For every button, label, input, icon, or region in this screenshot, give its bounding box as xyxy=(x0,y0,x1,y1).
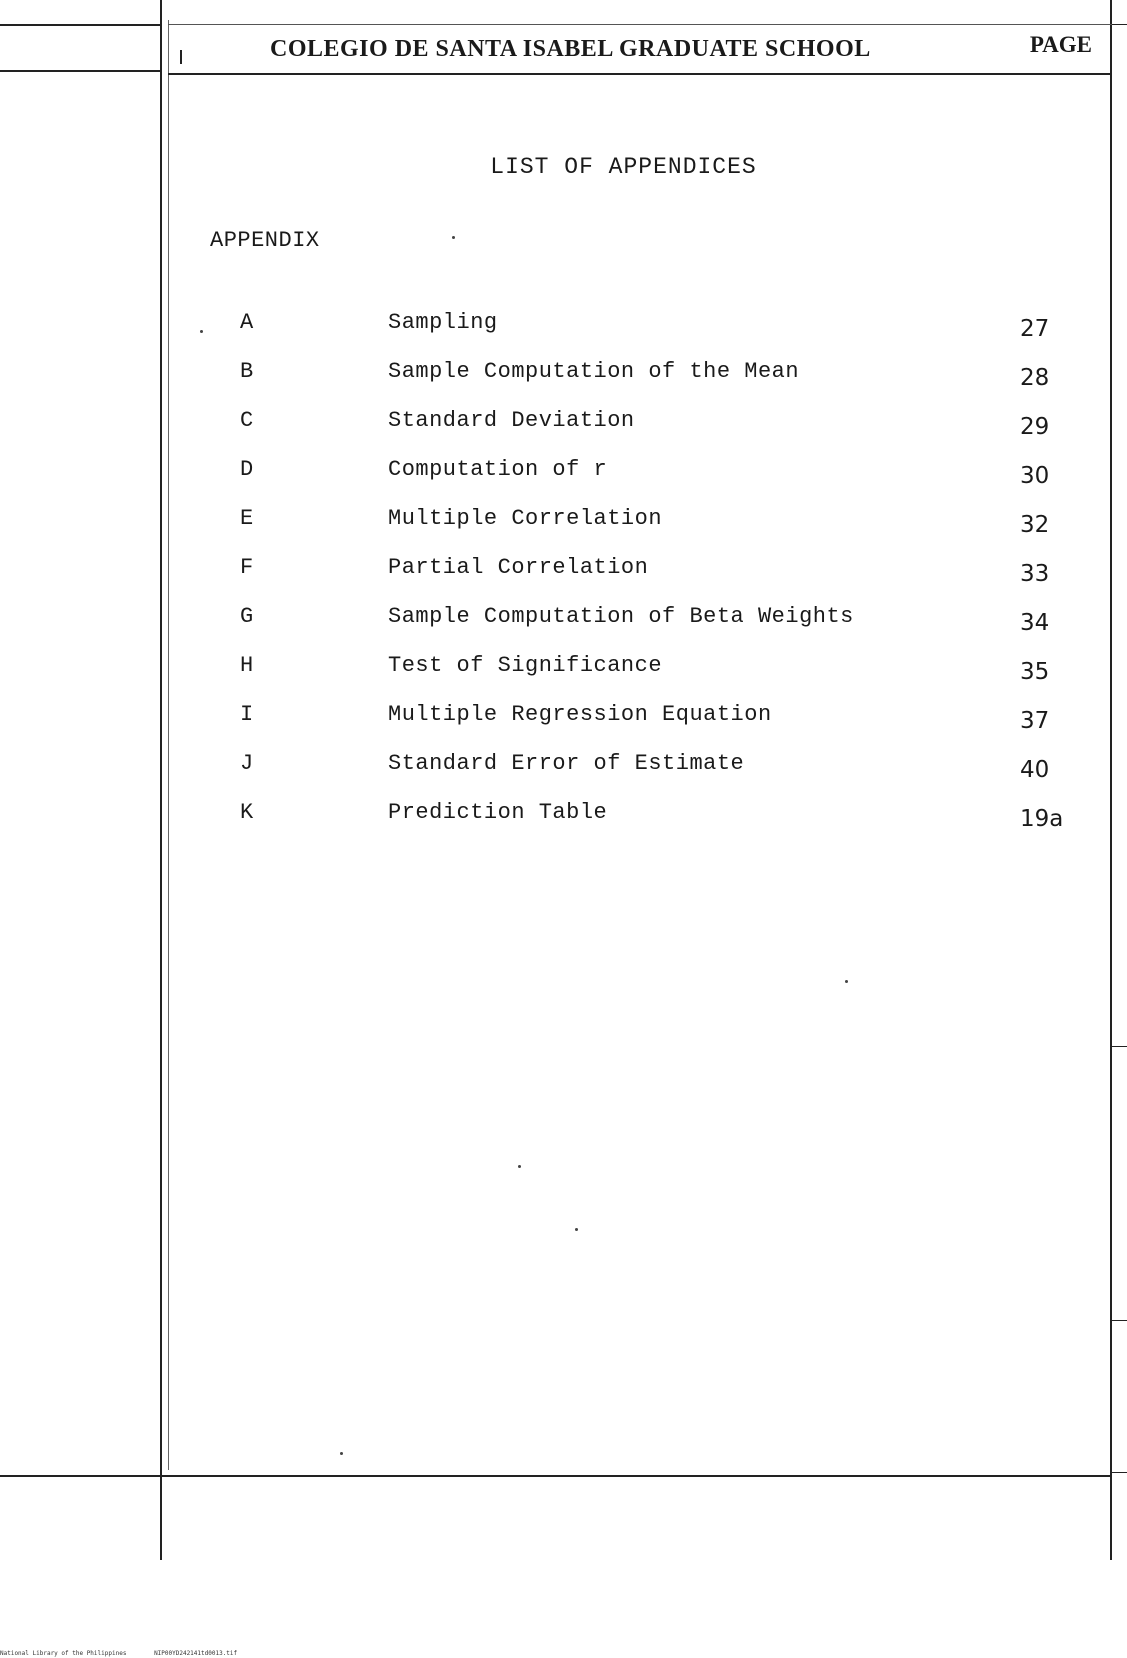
appendix-page-number: 30 xyxy=(1020,463,1050,489)
appendix-topic: Test of Significance xyxy=(388,653,663,678)
appendix-row xyxy=(0,751,1127,791)
appendix-topic: Computation of r xyxy=(388,457,608,482)
header-tick-mark xyxy=(180,50,182,64)
appendix-letter: F xyxy=(240,555,254,580)
left-stub-line-top xyxy=(0,24,160,26)
appendix-page-number: 19a xyxy=(1020,806,1064,832)
appendix-page-number: 35 xyxy=(1020,659,1050,685)
appendix-page-number: 33 xyxy=(1020,561,1050,587)
scan-speck xyxy=(518,1165,521,1168)
appendix-topic: Partial Correlation xyxy=(388,555,649,580)
appendix-letter: K xyxy=(240,800,254,825)
footer-file: NIP00YD242141td0013.tif xyxy=(154,1650,238,1657)
appendix-row xyxy=(0,310,1127,350)
appendix-row xyxy=(0,506,1127,546)
appendix-page-number: 27 xyxy=(1020,316,1050,342)
appendix-page-number: 28 xyxy=(1020,365,1050,391)
appendix-letter: G xyxy=(240,604,254,629)
page-header xyxy=(168,26,1112,74)
appendix-topic: Standard Error of Estimate xyxy=(388,751,745,776)
right-stub-line-4 xyxy=(1112,1472,1127,1473)
appendix-row xyxy=(0,604,1127,644)
scan-speck xyxy=(845,980,848,983)
right-stub-line-3 xyxy=(1112,1320,1127,1321)
scan-speck xyxy=(452,236,455,239)
appendix-letter: J xyxy=(240,751,254,776)
left-inner-line xyxy=(168,20,169,1470)
page-label: PAGE xyxy=(1029,32,1092,57)
appendix-letter: A xyxy=(240,310,254,335)
appendix-letter: C xyxy=(240,408,254,433)
appendix-letter: B xyxy=(240,359,254,384)
appendix-row xyxy=(0,653,1127,693)
appendix-page-number: 29 xyxy=(1020,414,1050,440)
appendix-page-number: 37 xyxy=(1020,708,1050,734)
appendix-page-number: 32 xyxy=(1020,512,1050,538)
scan-speck xyxy=(200,330,203,333)
appendix-letter: D xyxy=(240,457,254,482)
appendix-page-number: 40 xyxy=(1020,757,1050,783)
scan-speck xyxy=(575,1228,578,1231)
bottom-frame-line xyxy=(0,1475,1112,1477)
right-stub-line-2 xyxy=(1112,1046,1127,1047)
footer-source: National Library of the Philippines xyxy=(0,1650,127,1657)
appendix-row xyxy=(0,408,1127,448)
appendix-row xyxy=(0,555,1127,595)
appendix-topic: Sample Computation of Beta Weights xyxy=(388,604,854,629)
appendix-topic: Prediction Table xyxy=(388,800,608,825)
appendix-topic: Sampling xyxy=(388,310,498,335)
appendix-topic: Multiple Correlation xyxy=(388,506,663,531)
appendix-row xyxy=(0,359,1127,399)
document-title: LIST OF APPENDICES xyxy=(490,154,757,180)
appendix-row xyxy=(0,702,1127,742)
header-top-line xyxy=(168,24,1112,25)
institution-name: COLEGIO DE SANTA ISABEL GRADUATE SCHOOL xyxy=(270,36,871,62)
appendix-topic: Standard Deviation xyxy=(388,408,635,433)
appendix-letter: E xyxy=(240,506,254,531)
scan-speck xyxy=(340,1452,343,1455)
left-stub-line-second xyxy=(0,70,160,72)
appendix-topic: Sample Computation of the Mean xyxy=(388,359,800,384)
appendix-letter: I xyxy=(240,702,254,727)
right-stub-line-1 xyxy=(1112,24,1127,25)
appendix-row xyxy=(0,800,1127,840)
appendix-row xyxy=(0,457,1127,497)
appendix-column-heading: APPENDIX xyxy=(210,228,320,253)
appendix-topic: Multiple Regression Equation xyxy=(388,702,772,727)
scan-footer xyxy=(0,1650,261,1657)
appendix-page-number: 34 xyxy=(1020,610,1050,636)
appendix-letter: H xyxy=(240,653,254,678)
